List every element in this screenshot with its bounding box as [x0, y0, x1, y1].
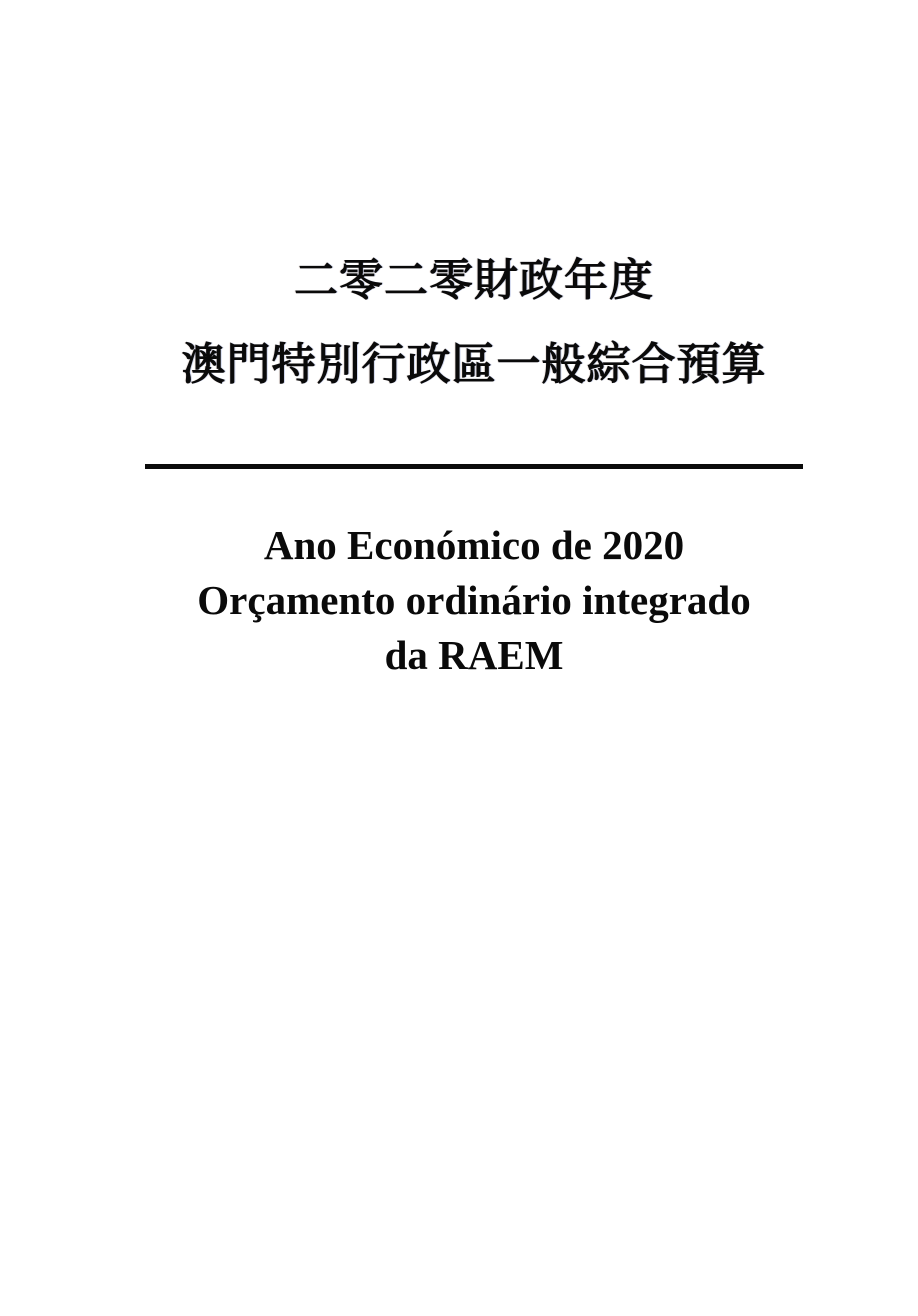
title-divider-rule: [145, 464, 803, 469]
portuguese-title-line-2: Orçamento ordinário integrado: [197, 577, 751, 623]
portuguese-title: [30, 518, 918, 683]
chinese-title-line-2: 澳門特別行政區一般綜合預算: [181, 339, 767, 390]
portuguese-title-line-1: Ano Económico de 2020: [263, 522, 685, 568]
portuguese-title-line-3: da RAEM: [384, 632, 564, 678]
chinese-title-line-1: 二零二零財政年度: [294, 255, 654, 306]
